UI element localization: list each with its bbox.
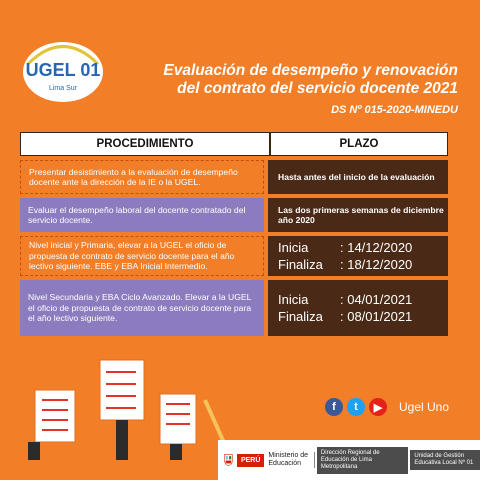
plazo-cell bbox=[268, 280, 448, 336]
plazo-cell: Las dos primeras semanas de diciembre año 2020 bbox=[268, 198, 448, 232]
schedule-table bbox=[20, 132, 448, 336]
inicio-label: Inicia bbox=[278, 292, 309, 307]
fin-date: : 08/01/2021 bbox=[340, 309, 413, 324]
table-header bbox=[20, 132, 448, 156]
inicio-date: : 04/01/2021 bbox=[340, 292, 413, 307]
table-row bbox=[20, 280, 448, 336]
table-row bbox=[20, 198, 448, 232]
logo-sub: Lima Sur bbox=[48, 85, 78, 92]
brand-name: Ugel Uno bbox=[399, 400, 450, 414]
ugel-logo bbox=[18, 34, 108, 104]
checklist-illustration bbox=[20, 350, 240, 460]
footer-logos bbox=[218, 440, 480, 480]
checklist-left bbox=[28, 390, 75, 460]
plazo-cell bbox=[268, 236, 448, 276]
facebook-icon[interactable]: f bbox=[325, 398, 343, 416]
procedimiento-cell: Presentar desistimiento a la evaluación de desempeño docente ante la dirección de la IE o la UGEL. bbox=[20, 160, 264, 194]
table-row bbox=[20, 236, 448, 276]
fin-date: : 18/12/2020 bbox=[340, 257, 413, 272]
pencil-icon bbox=[205, 400, 225, 445]
twitter-icon[interactable]: t bbox=[347, 398, 365, 416]
direccion-label: Dirección Regional de Educación de Lima Metropolitana bbox=[317, 447, 408, 474]
unidad-label: Unidad de Gestión Educativa Local Nº 01 bbox=[410, 450, 480, 470]
fin-label: Finaliza bbox=[278, 257, 323, 272]
table-row bbox=[20, 160, 448, 194]
header-plazo: PLAZO bbox=[339, 138, 379, 150]
procedimiento-cell: Evaluar el desempeño laboral del docente contratado del servicio docente. bbox=[20, 198, 264, 232]
checklist-right bbox=[160, 394, 196, 460]
page-title: Evaluación de desempeño y renovación del contrato del servicio docente 2021 bbox=[163, 62, 458, 97]
header-procedimiento: PROCEDIMIENTO bbox=[21, 133, 271, 155]
peru-shield-icon bbox=[224, 449, 233, 471]
procedimiento-cell: Nivel inicial y Primaria, elevar a la UGEL el oficio de propuesta de contrato de servicio docente para el año lectivo siguiente. EBE y EBA Inicial Intermedio. bbox=[20, 236, 264, 276]
logo-text: UGEL 01 bbox=[25, 60, 101, 80]
decree-subtitle: DS Nº 015-2020-MINEDU bbox=[331, 104, 458, 116]
plazo-cell: Hasta antes del inicio de la evaluación bbox=[268, 160, 448, 194]
ministerio-label: Ministerio de Educación bbox=[264, 452, 315, 468]
fin-label: Finaliza bbox=[278, 309, 323, 324]
youtube-icon[interactable]: ▶ bbox=[369, 398, 387, 416]
checklist-center bbox=[100, 360, 144, 460]
inicio-date: : 14/12/2020 bbox=[340, 240, 413, 255]
social-bar bbox=[325, 398, 449, 416]
procedimiento-cell: Nivel Secundaria y EBA Ciclo Avanzado. Elevar a la UGEL el oficio de propuesta de contrato de servicio docente para el año lectivo siguiente. bbox=[20, 280, 264, 336]
inicio-label: Inicia bbox=[278, 240, 309, 255]
peru-label: PERÚ bbox=[237, 454, 264, 467]
